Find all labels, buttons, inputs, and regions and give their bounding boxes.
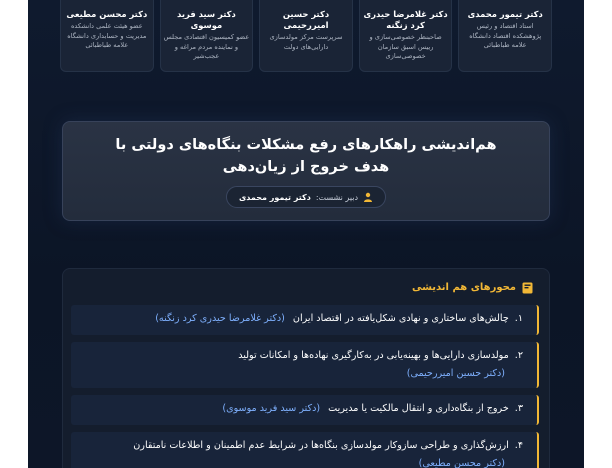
- topic-number: ۴.: [514, 440, 523, 451]
- topic-item: [71, 305, 539, 335]
- speaker-description: عضو هیئت علمی دانشکده مدیریت و حسابداری دانشگاه علامه طباطبائی: [67, 22, 147, 50]
- topic-speaker: (دکتر حسین امیررحیمی): [406, 368, 505, 379]
- topic-speaker: (دکتر محسن مطیعی): [418, 458, 505, 468]
- speaker-name: دکتر غلامرضا حیدری کرد زنگنه: [363, 9, 448, 30]
- speaker-name: دکتر حسین امیررحیمی: [282, 9, 330, 30]
- topic-text: خروج از بنگاه‌داری و انتقال مالکیت یا مدیریت: [328, 403, 509, 414]
- topics-section: [62, 268, 550, 468]
- topic-number: ۳.: [514, 403, 523, 414]
- speaker-card: [359, 0, 453, 72]
- speaker-name: دکتر محسن مطیعی: [66, 9, 148, 19]
- topic-text: چالش‌های ساختاری و نهادی شکل‌یافته در اقتصاد ایران: [292, 313, 509, 324]
- speaker-card: [458, 0, 552, 72]
- topic-item: [71, 395, 539, 425]
- topic-text: مولدسازی دارایی‌ها و بهینه‌یابی در به‌کارگیری نهاده‌ها و امکانات تولید: [238, 350, 509, 361]
- page-title: هم‌اندیشی راهکارهای رفع مشکلات بنگاه‌های دولتی با هدف خروج از زیان‌دهی: [115, 137, 497, 175]
- topic-item: [71, 432, 539, 468]
- speaker-description: استاد اقتصاد و رئیس پژوهشکده اقتصاد دانشگاه علامه طباطبائی: [469, 22, 542, 50]
- topics-header: [63, 269, 549, 297]
- topic-item: [71, 342, 539, 388]
- speakers-row: [60, 0, 552, 74]
- topic-text: ارزش‌گذاری و طراحی سازوکار مولدسازی بنگاه‌ها در شرایط عدم اطمینان و اطلاعات نامتقارن: [133, 440, 509, 451]
- speaker-card: [60, 0, 154, 72]
- secretary-name: دکتر تیمور محمدی: [238, 192, 311, 202]
- speaker-description: سرپرست مرکز مولدسازی دارایی‌های دولت: [269, 33, 343, 51]
- book-icon: [522, 282, 533, 294]
- speaker-description: صاحبنظر خصوصی‌سازی و رییس اسبق سازمان خصوصی‌سازی: [369, 33, 442, 61]
- speaker-name: دکتر تیمور محمدی: [467, 9, 543, 19]
- speaker-card: [259, 0, 353, 72]
- speaker-description: عضو کمیسیون اقتصادی مجلس و نماینده مردم مراغه و عجب‌شیر: [163, 33, 250, 61]
- speaker-name: دکتر سید فرید موسوی: [177, 9, 236, 30]
- topic-number: ۱.: [514, 313, 523, 324]
- secretary-badge: [226, 186, 386, 208]
- speaker-card: [160, 0, 254, 72]
- topics-heading: محورهای هم اندیشی: [411, 282, 516, 293]
- person-icon: [363, 192, 373, 202]
- title-card: [62, 121, 550, 221]
- topic-number: ۲.: [514, 350, 523, 361]
- page-background: [28, 0, 584, 468]
- topic-speaker: (دکتر سید فرید موسوی): [222, 403, 321, 414]
- topic-speaker: (دکتر غلامرضا حیدری کرد زنگنه): [155, 313, 285, 324]
- secretary-label: دبیر نشست:: [315, 192, 359, 202]
